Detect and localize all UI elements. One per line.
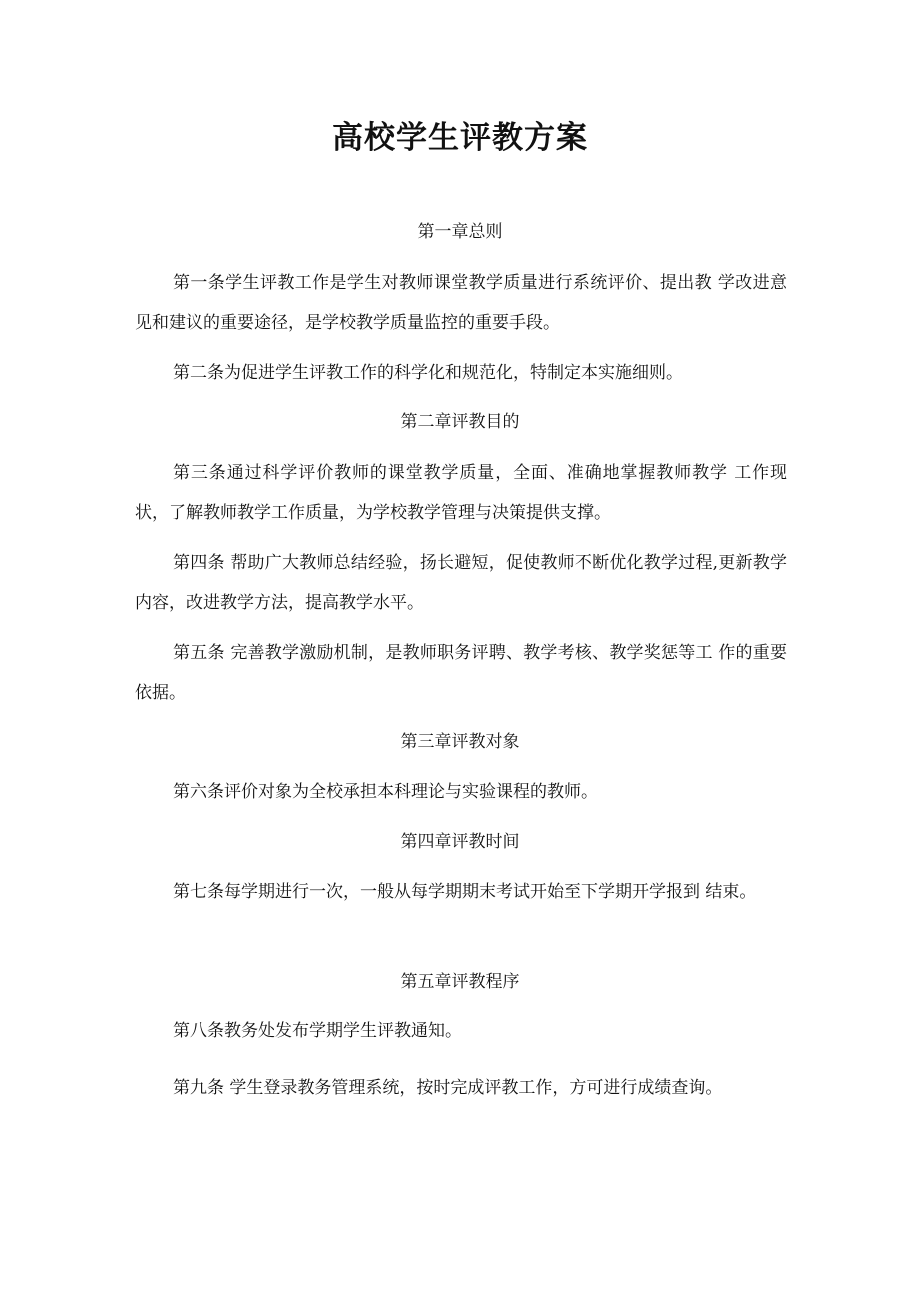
chapter-heading-2: 第二章评教目的 — [400, 412, 520, 432]
article-6: 第六条评价对象为全校承担本科理论与实验课程的教师。 — [173, 782, 598, 802]
article-8: 第八条教务处发布学期学生评教通知。 — [173, 1021, 462, 1041]
document-title: 高校学生评教方案 — [332, 120, 588, 156]
article-1: 第一条学生评教工作是学生对教师课堂教学质量进行系统评价、提出教 学改进意见和建议的重要途径，是学校教学质量监控的重要手段。 — [135, 273, 787, 333]
chapter-heading-4: 第四章评教时间 — [400, 832, 520, 852]
article-5: 第五条 完善教学激励机制，是教师职务评聘、教学考核、教学奖惩等工 作的重要依据。 — [135, 643, 787, 703]
article-4: 第四条 帮助广大教师总结经验，扬长避短，促使教师不断优化教学过程,更新教学内容，改进教学方法，提高教学水平。 — [135, 553, 787, 613]
chapter-heading-1: 第一章总则 — [417, 222, 503, 242]
article-2: 第二条为促进学生评教工作的科学化和规范化，特制定本实施细则。 — [173, 363, 683, 383]
article-7: 第七条每学期进行一次，一般从每学期期末考试开始至下学期开学报到 结束。 — [173, 882, 757, 902]
chapter-heading-5: 第五章评教程序 — [400, 972, 520, 992]
article-9: 第九条 学生登录教务管理系统，按时完成评教工作，方可进行成绩查询。 — [173, 1078, 723, 1098]
article-3: 第三条通过科学评价教师的课堂教学质量，全面、准确地掌握教师教学 工作现状，了解教师教学工作质量，为学校教学管理与决策提供支撑。 — [135, 463, 787, 523]
chapter-heading-3: 第三章评教对象 — [400, 732, 520, 752]
